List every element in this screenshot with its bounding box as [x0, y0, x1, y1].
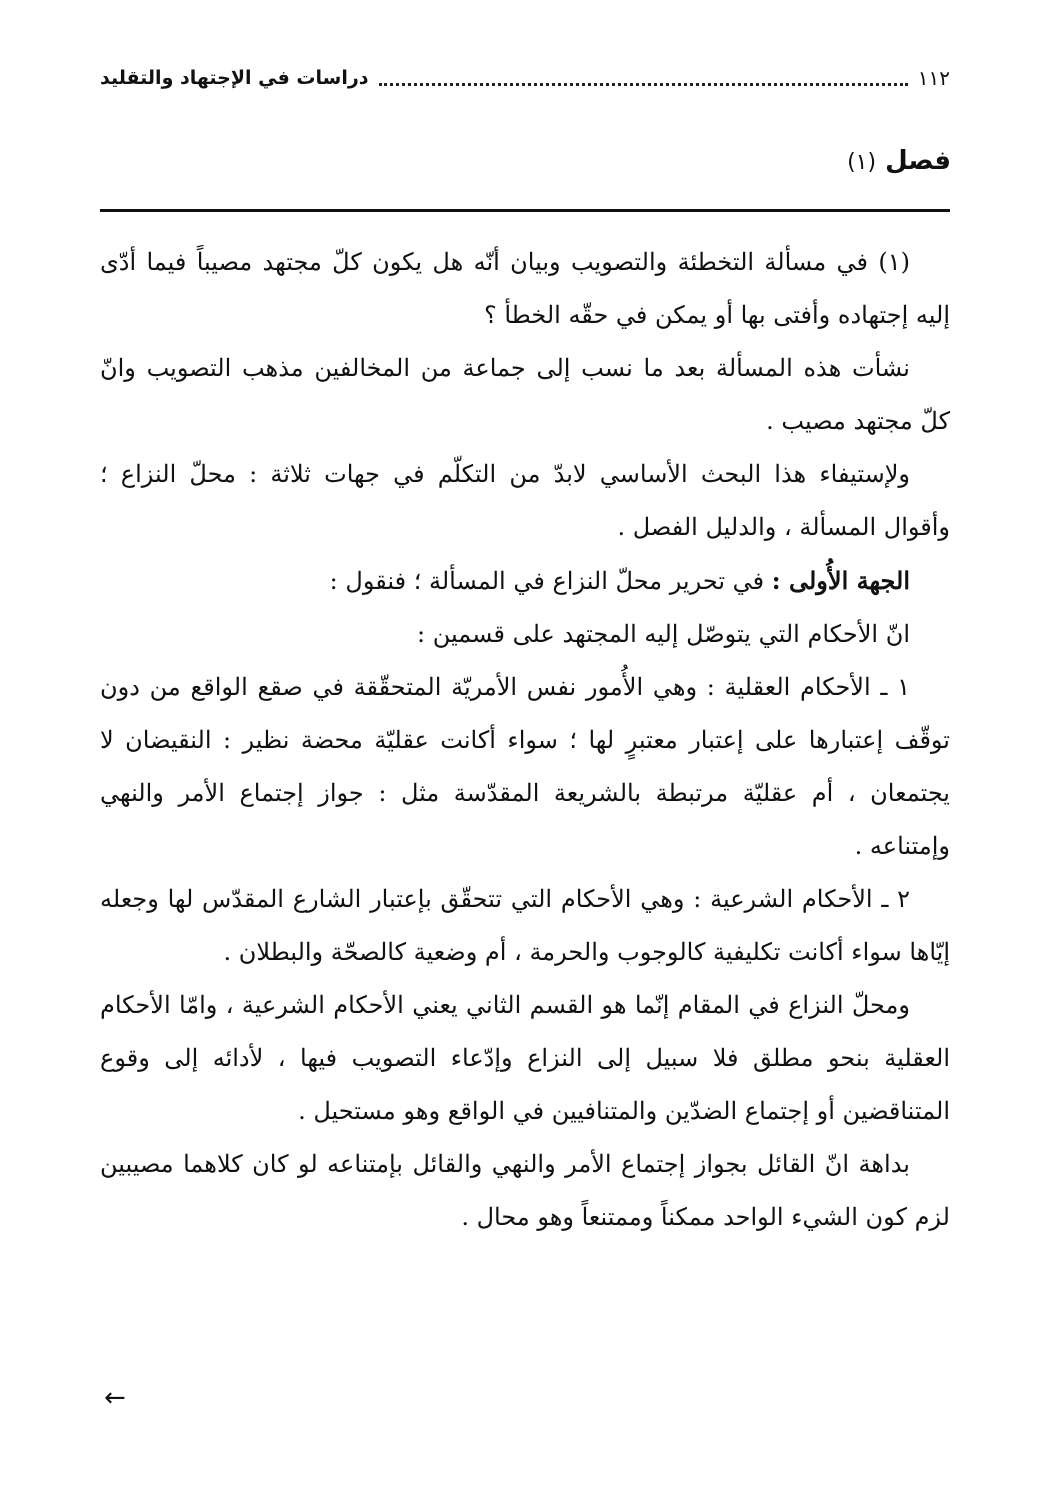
paragraph: ولإستيفاء هذا البحث الأساسي لابدّ من التكلّم في جهات ثلاثة : محلّ النزاع ؛ وأقوال المسألة ، والدليل الفصل . [100, 460, 950, 541]
paragraph: (١) في مسألة التخطئة والتصويب وبيان أنّه هل يكون كلّ مجتهد مصيباً فيما أدّى إليه إجتهاده وأفتى بها أو يمكن في حقّه الخطأ ؟ [100, 248, 950, 329]
section-heading-lead: الجهة الأُولى : [771, 566, 910, 595]
running-header [100, 58, 950, 98]
paragraph: ٢ ـ الأحكام الشرعية : وهي الأحكام التي تتحقّق بإعتبار الشارع المقدّس لها وجعله إيّاها سواء أكانت تكليفية كالوجوب والحرمة ، أم وضعية كالصحّة والبطلان . [100, 885, 950, 966]
chapter-heading [847, 146, 951, 176]
paragraph: ومحلّ النزاع في المقام إنّما هو القسم الثاني يعني الأحكام الشرعية ، وامّا الأحكام العقلية بنحو مطلق فلا سبيل إلى النزاع وإدّعاء التصويب فيها ، لأدائه إلى وقوع المتناقضين أو إجتماع الضدّين والمتنافيين في الواقع وهو مستحيل . [100, 991, 950, 1125]
book-title: دراسات في الإجتهاد والتقليد [100, 67, 369, 89]
paragraph: انّ الأحكام التي يتوصّل إليه المجتهد على قسمين : [416, 620, 910, 648]
chapter-label: فصل [885, 146, 951, 176]
dot-leader [379, 83, 908, 86]
section-heading-text: في تحرير محلّ النزاع في المسألة ؛ فنقول : [329, 567, 772, 595]
page-number: ١١٢ [917, 66, 950, 90]
chapter-number: (١) [847, 150, 877, 175]
heading-divider [100, 209, 950, 212]
section-heading-paragraph [100, 554, 950, 608]
paragraph: ١ ـ الأحكام العقلية : وهي الأُمور نفس الأمريّة المتحقّقة في صقع الواقع من دون توقّف إعتبارها على إعتبار معتبرٍ لها ؛ سواء أكانت عقليّة محضة نظير : النقيضان لا يجتمعان ، أم عقليّة مرتبطة بالشريعة المقدّسة مثل : جواز إجتماع الأمر والنهي وإمتناعه . [100, 673, 950, 860]
paragraph: نشأت هذه المسألة بعد ما نسب إلى جماعة من المخالفين مذهب التصويب وانّ كلّ مجتهد مصيب . [100, 354, 950, 435]
body-text [100, 236, 950, 1244]
continue-arrow-icon: ← [104, 1383, 126, 1413]
paragraph: بداهة انّ القائل بجواز إجتماع الأمر والنهي والقائل بإمتناعه لو كان كلاهما مصيبين لزم كون الشيء الواحد ممكناً وممتنعاً وهو محال . [100, 1150, 950, 1231]
